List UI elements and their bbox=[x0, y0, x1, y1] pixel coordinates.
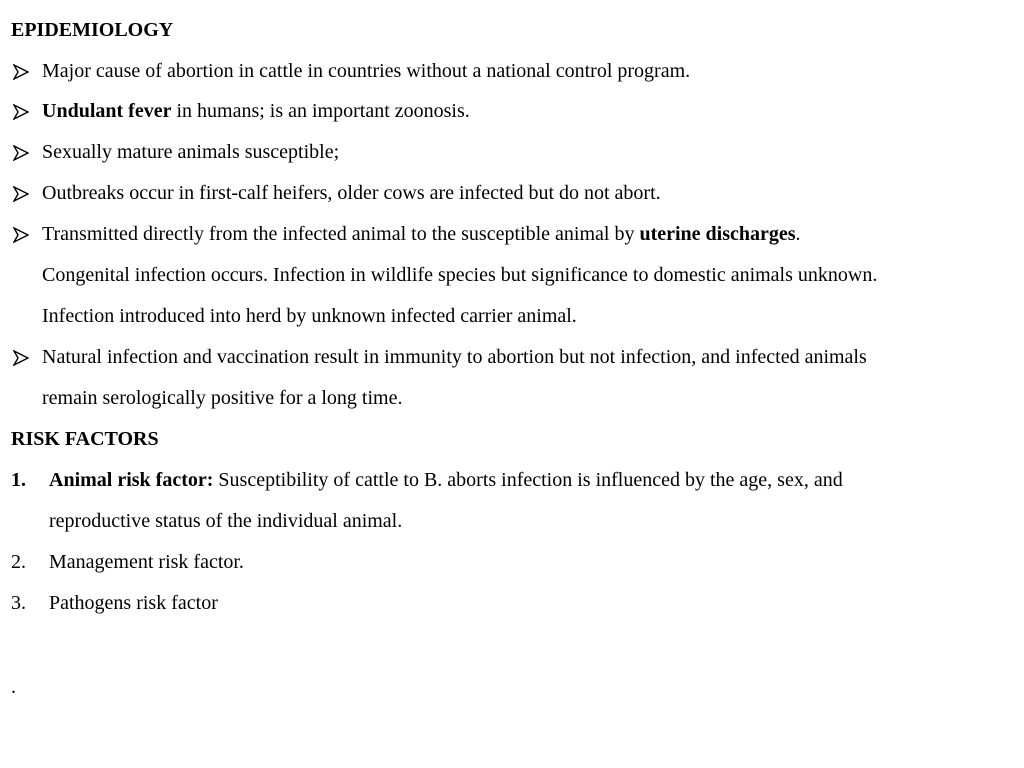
animal-risk-factor-term: Animal risk factor: bbox=[49, 469, 214, 491]
bullet-6-line-1: Natural infection and vaccination result in immunity to abortion but not infection, and infected animals bbox=[42, 346, 867, 368]
risk-item-1-line-2: reproductive status of the individual animal. bbox=[49, 510, 403, 532]
risk-item-3-text: Pathogens risk factor bbox=[49, 592, 218, 614]
arrowhead-bullet-icon bbox=[13, 145, 29, 161]
bullet-5-line-2: Congenital infection occurs. Infection in wildlife species but significance to domestic animals unknown. bbox=[42, 264, 878, 286]
risk-item-2-number: 2. bbox=[11, 551, 26, 573]
risk-item-1-rest: Susceptibility of cattle to B. aborts infection is influenced by the age, sex, and bbox=[213, 469, 843, 491]
risk-item-3-number: 3. bbox=[11, 592, 26, 614]
risk-item-1-line-1 bbox=[49, 468, 843, 492]
arrowhead-bullet-icon bbox=[13, 104, 29, 120]
bullet-2-text bbox=[42, 99, 470, 123]
bullet-6-line-2: remain serologically positive for a long time. bbox=[42, 387, 403, 409]
bullet-3-text: Sexually mature animals susceptible; bbox=[42, 141, 340, 163]
uterine-discharges-term: uterine discharges bbox=[639, 223, 796, 245]
bullet-5-line-3: Infection introduced into herd by unknown infected carrier animal. bbox=[42, 305, 577, 327]
bullet-5-pre: Transmitted directly from the infected animal to the susceptible animal by bbox=[42, 223, 640, 245]
bullet-4-text: Outbreaks occur in first-calf heifers, older cows are infected but do not abort. bbox=[42, 182, 661, 204]
bullet-5-line-1 bbox=[42, 222, 801, 246]
epidemiology-heading: EPIDEMIOLOGY bbox=[11, 19, 174, 41]
bullet-1-text: Major cause of abortion in cattle in countries without a national control program. bbox=[42, 60, 691, 82]
bullet-2-rest: in humans; is an important zoonosis. bbox=[171, 100, 470, 122]
arrowhead-bullet-icon bbox=[13, 227, 29, 243]
risk-factors-heading: RISK FACTORS bbox=[11, 428, 159, 450]
arrowhead-bullet-icon bbox=[13, 350, 29, 366]
undulant-fever-term: Undulant fever bbox=[42, 100, 172, 122]
risk-item-1-number: 1. bbox=[11, 469, 26, 491]
trailing-period: . bbox=[11, 676, 16, 698]
arrowhead-bullet-icon bbox=[13, 64, 29, 80]
bullet-5-post: . bbox=[795, 223, 801, 245]
risk-item-2-text: Management risk factor. bbox=[49, 551, 244, 573]
arrowhead-bullet-icon bbox=[13, 186, 29, 202]
